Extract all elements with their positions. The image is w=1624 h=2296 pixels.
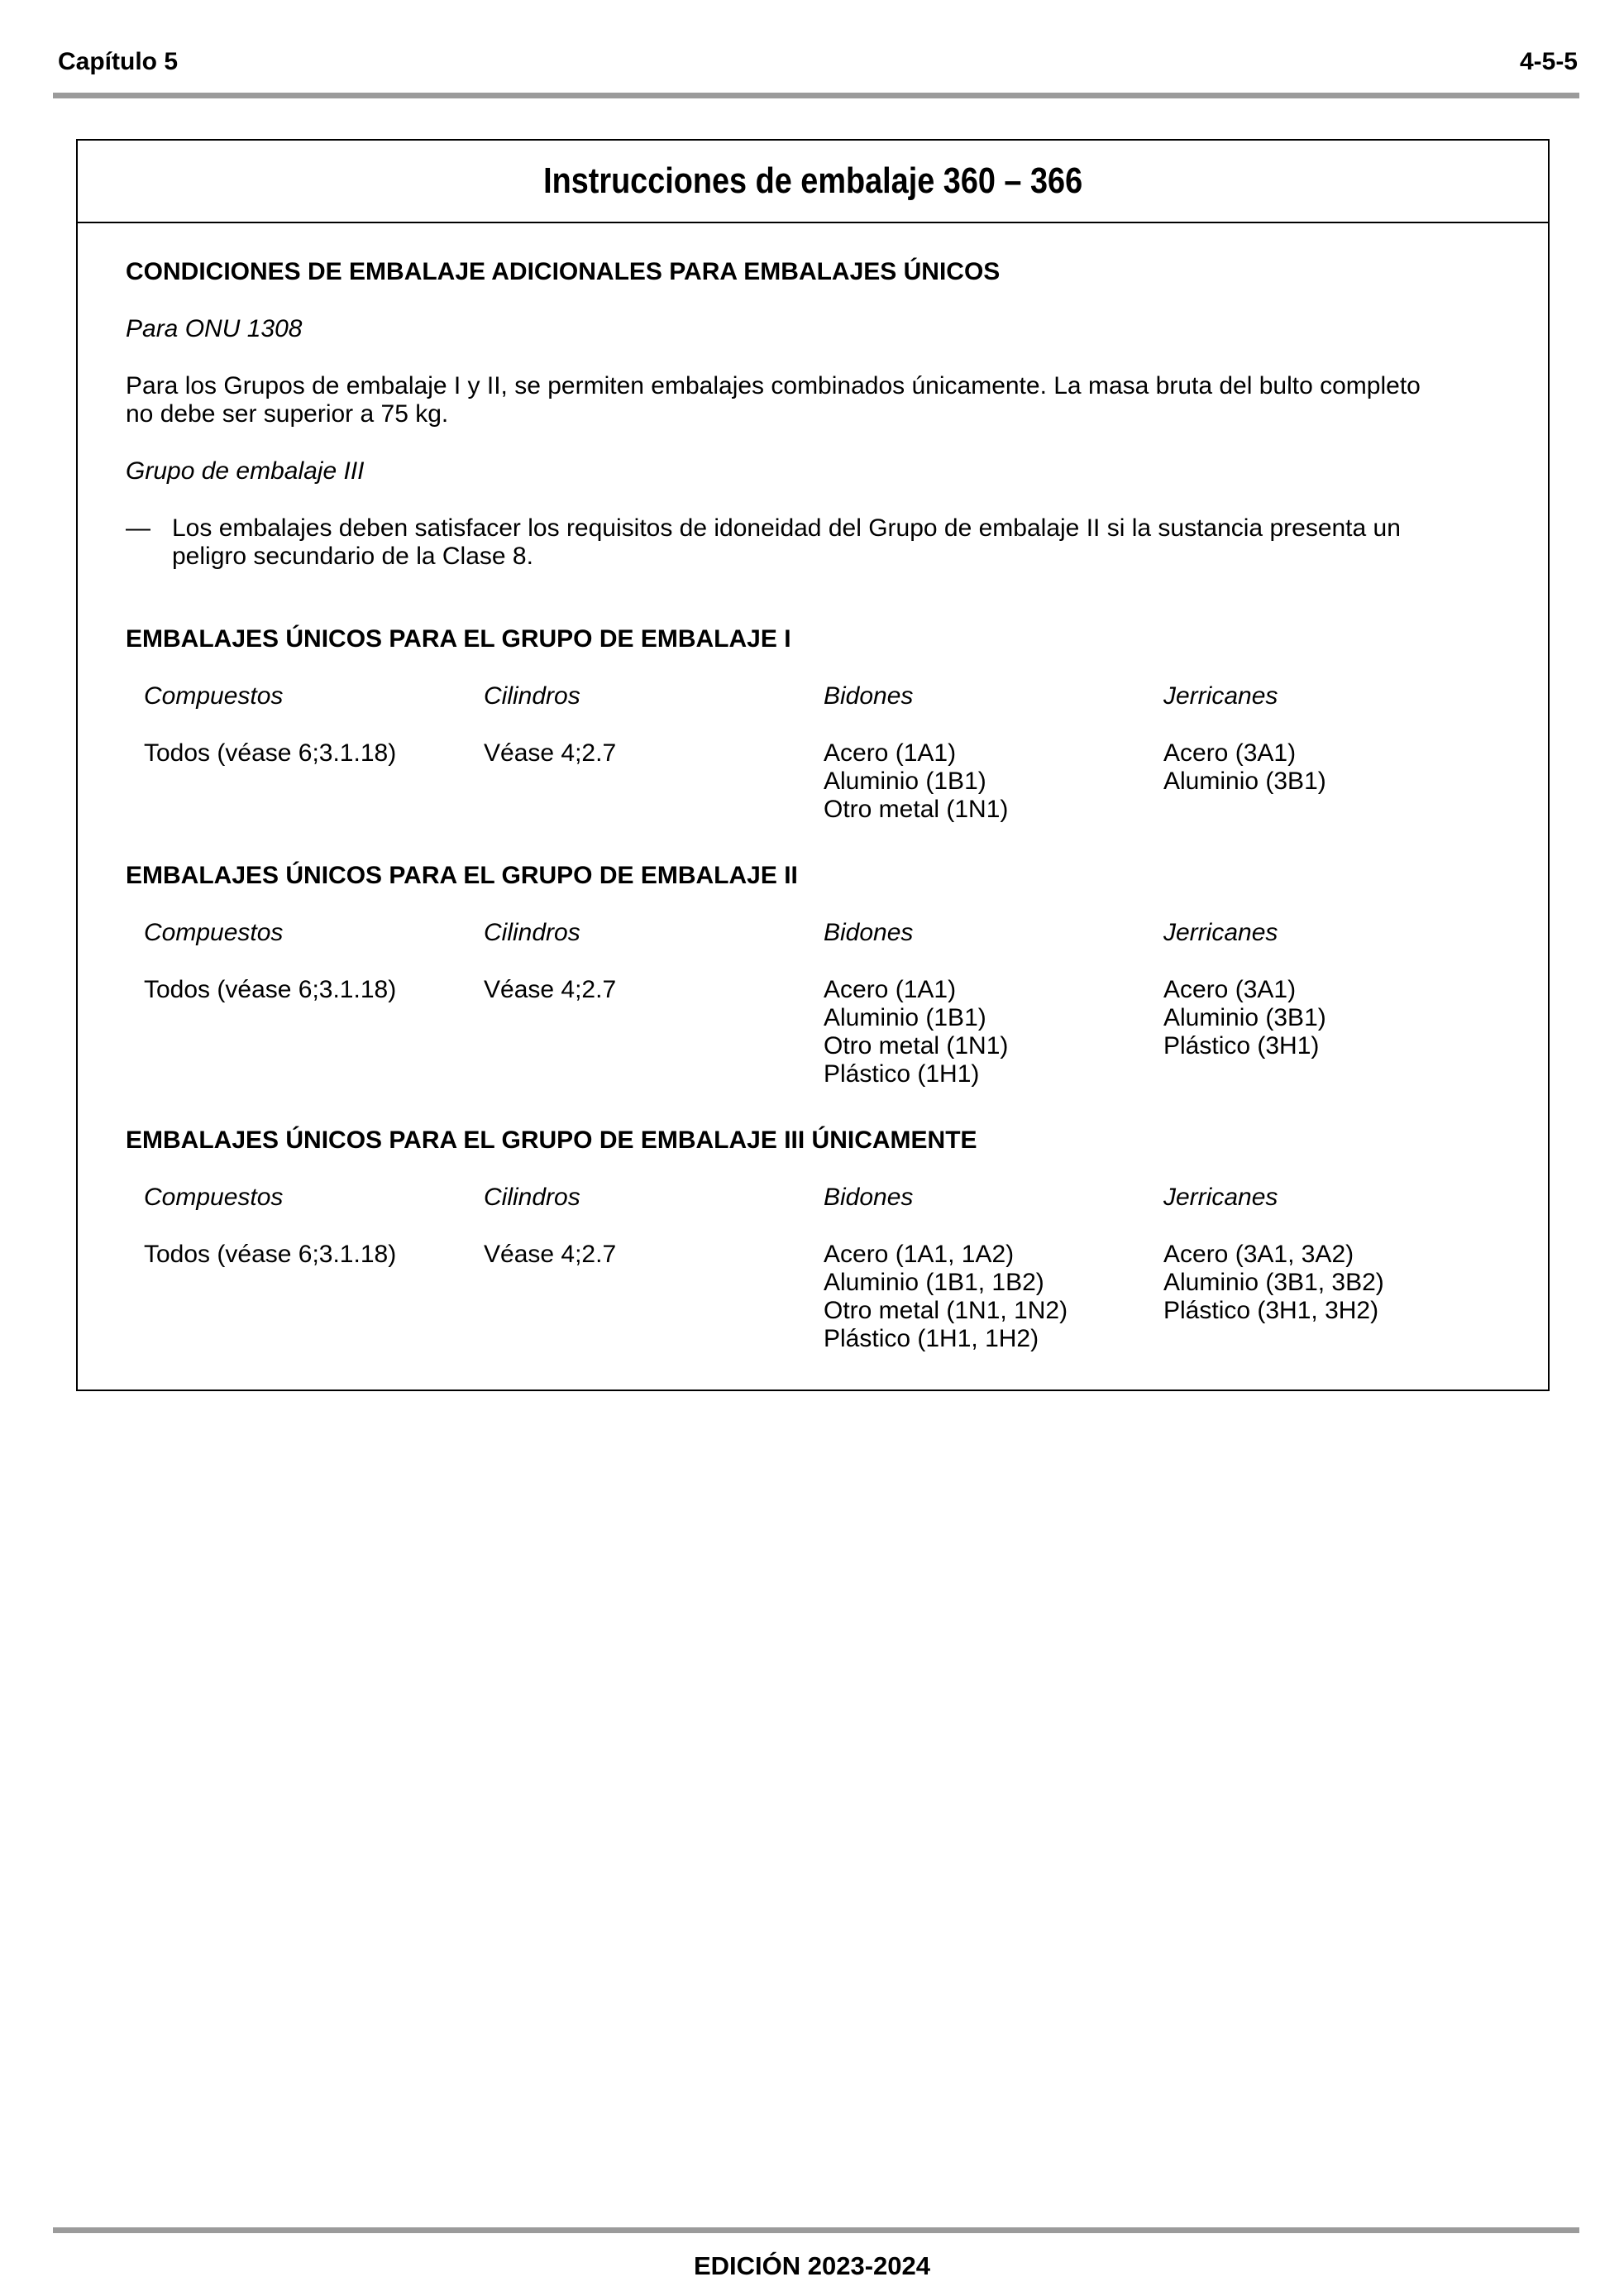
group3-requirement — [126, 514, 1502, 571]
cell-value: Plástico (1H1) — [824, 1060, 980, 1088]
column-header: Compuestos — [144, 1184, 284, 1211]
cilindros-cell — [484, 739, 824, 824]
table-heading: EMBALAJES ÚNICOS PARA EL GRUPO DE EMBALAJE II — [126, 862, 798, 889]
cell-value: Aluminio (1B1, 1B2) — [824, 1269, 1044, 1296]
cell-value: Aluminio (1B1) — [824, 768, 986, 795]
cilindros-cell — [484, 1241, 824, 1353]
onu-label: Para ONU 1308 — [126, 315, 303, 342]
column-header: Bidones — [824, 1184, 914, 1211]
table-column-headers — [126, 919, 1502, 947]
cell-value: Véase 4;2.7 — [484, 976, 617, 1003]
onu-text-line: no debe ser superior a 75 kg. — [126, 400, 449, 428]
column-header: Jerricanes — [1163, 1184, 1278, 1211]
column-header: Bidones — [824, 919, 914, 946]
bidones-cell — [824, 739, 1163, 824]
cell-value: Aluminio (3B1) — [1163, 768, 1326, 795]
compuestos-cell — [144, 739, 484, 824]
column-header: Compuestos — [144, 919, 284, 946]
group3-requirement-line: Los embalajes deben satisfacer los requisitos de idoneidad del Grupo de embalaje II si la sustancia presenta un — [172, 514, 1401, 542]
column-header: Compuestos — [144, 682, 284, 710]
cell-value: Acero (3A1) — [1163, 739, 1297, 767]
cell-value: Plástico (3H1, 3H2) — [1163, 1297, 1379, 1324]
group3-requirement-line: peligro secundario de la Clase 8. — [172, 543, 533, 570]
cell-value: Plástico (3H1) — [1163, 1032, 1320, 1060]
footer-rule — [53, 2227, 1579, 2233]
packaging-table-group-2 — [126, 862, 1502, 1088]
packing-instruction-box — [76, 139, 1550, 1391]
cell-value: Plástico (1H1, 1H2) — [824, 1325, 1039, 1352]
cell-value: Acero (3A1) — [1163, 976, 1297, 1003]
cell-value: Aluminio (1B1) — [824, 1004, 986, 1031]
cell-value: Acero (1A1, 1A2) — [824, 1241, 1015, 1268]
box-content — [78, 223, 1548, 1353]
cell-value: Otro metal (1N1) — [824, 796, 1009, 823]
jerricanes-cell — [1163, 739, 1503, 824]
jerricanes-cell — [1163, 1241, 1503, 1353]
chapter-label: Capítulo 5 — [58, 48, 179, 75]
onu-text-line: Para los Grupos de embalaje I y II, se permiten embalajes combinados únicamente. La masa bruta del bulto completo — [126, 372, 1421, 399]
cell-value: Acero (1A1) — [824, 739, 957, 767]
box-title: Instrucciones de embalaje 360 – 366 — [542, 160, 1083, 201]
packaging-table-group-3 — [126, 1126, 1502, 1353]
column-header: Bidones — [824, 682, 914, 710]
compuestos-cell — [144, 976, 484, 1088]
header-rule — [53, 93, 1579, 98]
column-header: Cilindros — [484, 1184, 580, 1211]
table-column-headers — [126, 1184, 1502, 1212]
table-column-headers — [126, 682, 1502, 710]
bidones-cell — [824, 976, 1163, 1088]
cell-value: Aluminio (3B1) — [1163, 1004, 1326, 1031]
compuestos-cell — [144, 1241, 484, 1353]
dash-bullet: — — [126, 514, 150, 542]
table-values — [126, 739, 1502, 824]
group3-requirement-text — [172, 514, 1502, 571]
bidones-cell — [824, 1241, 1163, 1353]
jerricanes-cell — [1163, 976, 1503, 1088]
cell-value: Véase 4;2.7 — [484, 739, 617, 767]
table-values — [126, 976, 1502, 1088]
column-header: Cilindros — [484, 682, 580, 710]
cell-value: Véase 4;2.7 — [484, 1241, 617, 1268]
table-heading: EMBALAJES ÚNICOS PARA EL GRUPO DE EMBALAJE III ÚNICAMENTE — [126, 1126, 977, 1154]
edition-footer: EDICIÓN 2023-2024 — [693, 2251, 931, 2280]
onu-text — [126, 372, 1502, 428]
cell-value: Acero (1A1) — [824, 976, 957, 1003]
page-number: 4-5-5 — [1519, 48, 1578, 75]
column-header: Jerricanes — [1163, 919, 1278, 946]
table-heading: EMBALAJES ÚNICOS PARA EL GRUPO DE EMBALAJE I — [126, 625, 791, 653]
column-header: Cilindros — [484, 919, 580, 946]
conditions-heading: CONDICIONES DE EMBALAJE ADICIONALES PARA EMBALAJES ÚNICOS — [126, 258, 1001, 285]
cell-value: Todos (véase 6;3.1.18) — [144, 739, 397, 767]
table-values — [126, 1241, 1502, 1353]
packaging-table-group-1 — [126, 625, 1502, 824]
cell-value: Todos (véase 6;3.1.18) — [144, 1241, 397, 1268]
column-header: Jerricanes — [1163, 682, 1278, 710]
box-title-bar — [78, 141, 1548, 223]
cell-value: Otro metal (1N1) — [824, 1032, 1009, 1060]
cell-value: Acero (3A1, 3A2) — [1163, 1241, 1354, 1268]
cell-value: Otro metal (1N1, 1N2) — [824, 1297, 1068, 1324]
group3-label: Grupo de embalaje III — [126, 457, 365, 485]
cell-value: Todos (véase 6;3.1.18) — [144, 976, 397, 1003]
cell-value: Aluminio (3B1, 3B2) — [1163, 1269, 1384, 1296]
cilindros-cell — [484, 976, 824, 1088]
